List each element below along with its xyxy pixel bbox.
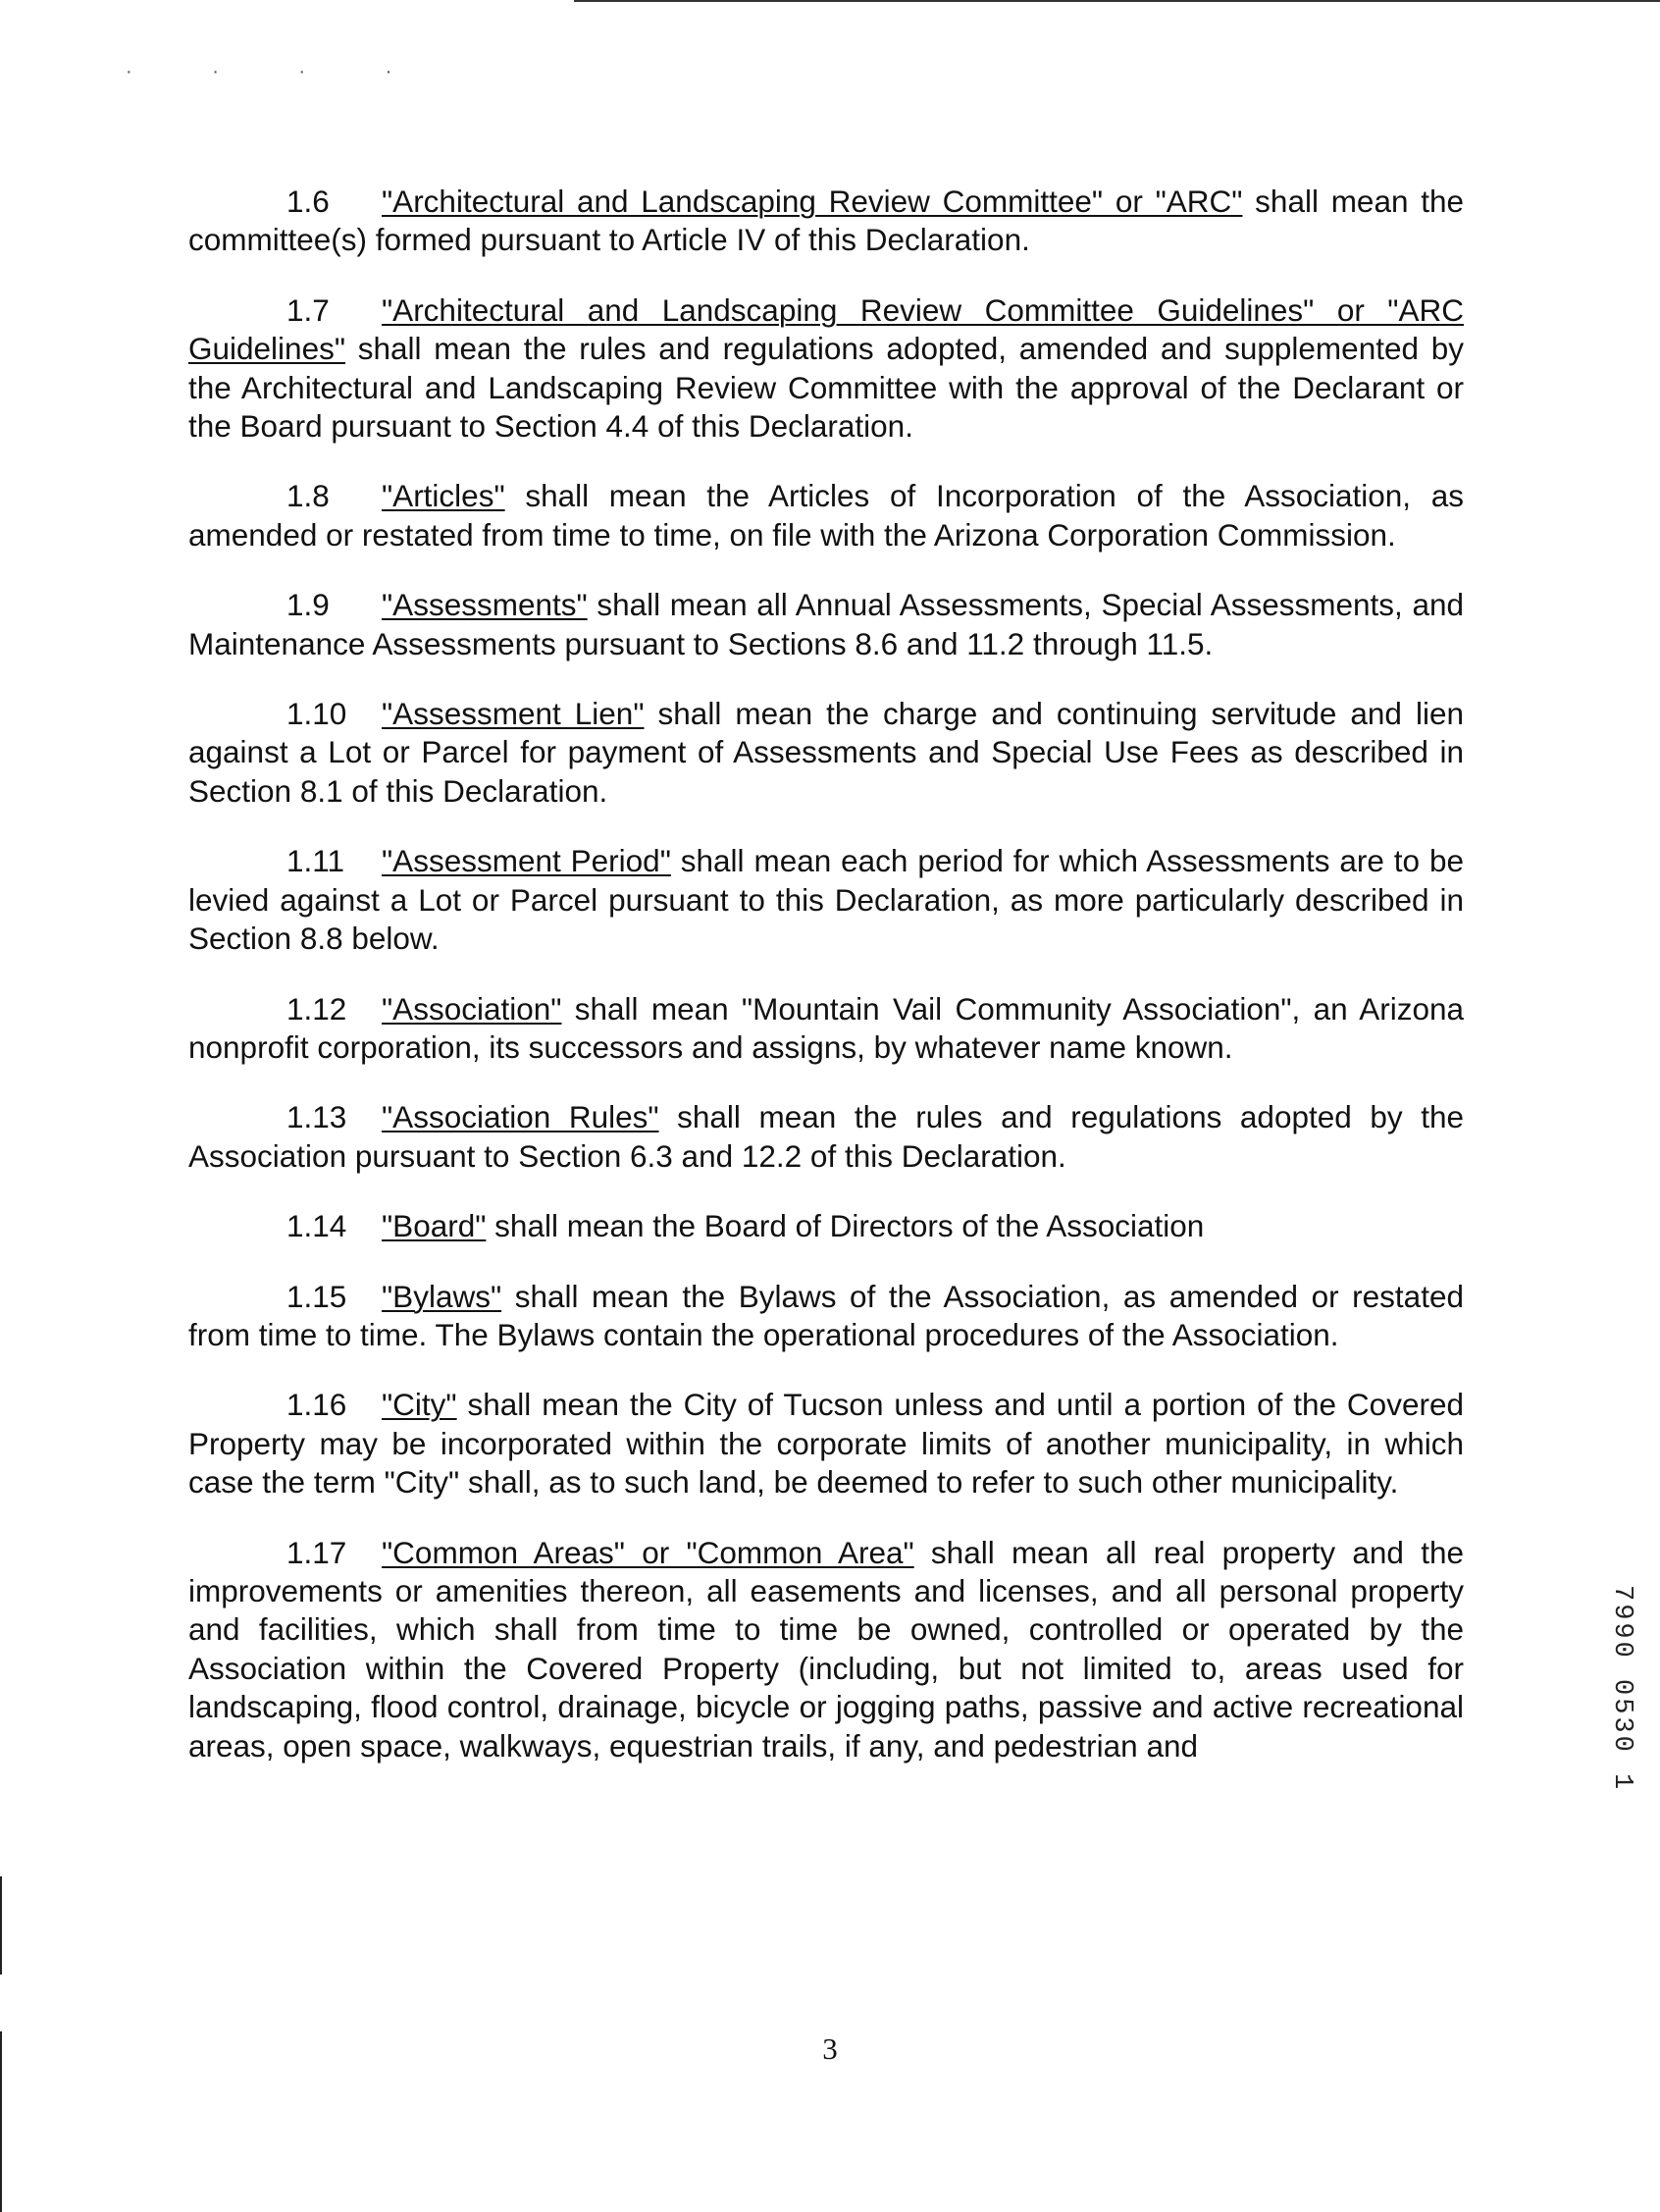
- definition-text: shall mean all real property and the improvements or amenities thereon, all easements and licenses, and all personal property and facilities, which shall from time to time be owned, controlled or operated by the Association within the Covered Property (including, but not limited to, areas used for landscaping, flood control, drainage, bicycle or jogging paths, passive and active recreational areas, open space, walkways, equestrian trails, if any, and pedestrian and: [188, 1534, 1464, 1764]
- definition-text: shall mean all Annual Assessments, Special Assessments, and Maintenance Assessments pursuant to Sections 8.6 and 11.2 through 11.5.: [188, 587, 1464, 661]
- definition-1-9: [188, 586, 1464, 663]
- section-number: 1.8: [286, 478, 330, 514]
- definition-1-6: [188, 183, 1464, 260]
- definition-text: shall mean the Articles of Incorporation of the Association, as amended or restated from time to time, on file with the Arizona Corporation Commission.: [188, 478, 1464, 553]
- section-number: 1.9: [286, 587, 330, 623]
- defined-term: "Association": [382, 990, 562, 1027]
- definition-1-17: [188, 1534, 1464, 1765]
- defined-term: "Common Areas" or "Common Area": [382, 1534, 914, 1570]
- section-number: 1.13: [286, 1099, 347, 1135]
- section-number: 1.12: [286, 990, 347, 1027]
- section-number: 1.10: [286, 696, 347, 732]
- defined-term: "Board": [382, 1208, 487, 1244]
- definition-1-15: [188, 1278, 1464, 1355]
- defined-term: "Association Rules": [382, 1099, 659, 1135]
- definition-1-12: [188, 990, 1464, 1068]
- defined-term: "Assessment Period": [382, 843, 671, 879]
- section-number: 1.16: [286, 1387, 347, 1423]
- section-number: 1.15: [286, 1278, 347, 1314]
- definition-text: shall mean the rules and regulations adopted, amended and supplemented by the Architectural and Landscaping Review Committee with the approval of the Declarant or the Board pursuant to Section 4.4 of this Declaration.: [188, 331, 1464, 445]
- definition-1-13: [188, 1098, 1464, 1176]
- definition-1-14: [188, 1207, 1464, 1245]
- definition-text: shall mean "Mountain Vail Community Association", an Arizona nonprofit corporation, its successors and assigns, by whatever name known.: [188, 990, 1464, 1065]
- defined-term: "Bylaws": [382, 1278, 502, 1314]
- definition-1-16: [188, 1386, 1464, 1501]
- definition-1-8: [188, 477, 1464, 554]
- section-number: 1.6: [286, 184, 330, 219]
- definition-text: shall mean the City of Tucson unless and until a portion of the Covered Property may be incorporated within the corporate limits of another municipality, in which case the term "City" shall, as to such land, be deemed to refer to such other municipality.: [188, 1387, 1464, 1501]
- document-body: [188, 183, 1464, 1797]
- definition-1-7: [188, 291, 1464, 447]
- definition-text: shall mean the committee(s) formed pursuant to Article IV of this Declaration.: [188, 184, 1465, 258]
- definition-text: shall mean the rules and regulations adopted by the Association pursuant to Section 6.3 and 12.2 of this Declaration.: [188, 1099, 1464, 1174]
- scan-specks: · · · ·: [126, 61, 430, 82]
- defined-term: "Architectural and Landscaping Review Committee Guidelines" or "ARC Guidelines": [188, 291, 1464, 367]
- defined-term: "City": [382, 1387, 457, 1423]
- defined-term: "Architectural and Landscaping Review Committee" or "ARC": [382, 184, 1243, 219]
- recording-stamp: 7990 0530 1: [1607, 1585, 1636, 1793]
- section-number: 1.17: [286, 1534, 347, 1570]
- section-number: 1.11: [286, 843, 344, 879]
- page-number: 3: [822, 2031, 838, 2066]
- scan-top-rule: [574, 0, 1660, 2]
- definition-text: shall mean the Board of Directors of the Association: [486, 1208, 1205, 1244]
- definition-text: shall mean the charge and continuing servitude and lien against a Lot or Parcel for payment of Assessments and Special Use Fees as described in Section 8.1 of this Declaration.: [188, 696, 1464, 809]
- definition-1-10: [188, 695, 1464, 811]
- defined-term: "Assessment Lien": [382, 696, 645, 732]
- definition-text: shall mean each period for which Assessments are to be levied against a Lot or Parcel pursuant to this Declaration, as more particularly described in Section 8.8 below.: [188, 843, 1464, 957]
- definition-1-11: [188, 842, 1464, 958]
- section-number: 1.7: [286, 291, 330, 328]
- defined-term: "Assessments": [382, 587, 588, 623]
- defined-term: "Articles": [382, 478, 505, 514]
- scan-left-edge-mark: [0, 1876, 2, 1975]
- section-number: 1.14: [286, 1208, 347, 1244]
- definition-text: shall mean the Bylaws of the Association, as amended or restated from time to time. The Bylaws contain the operational procedures of the Association.: [188, 1278, 1464, 1352]
